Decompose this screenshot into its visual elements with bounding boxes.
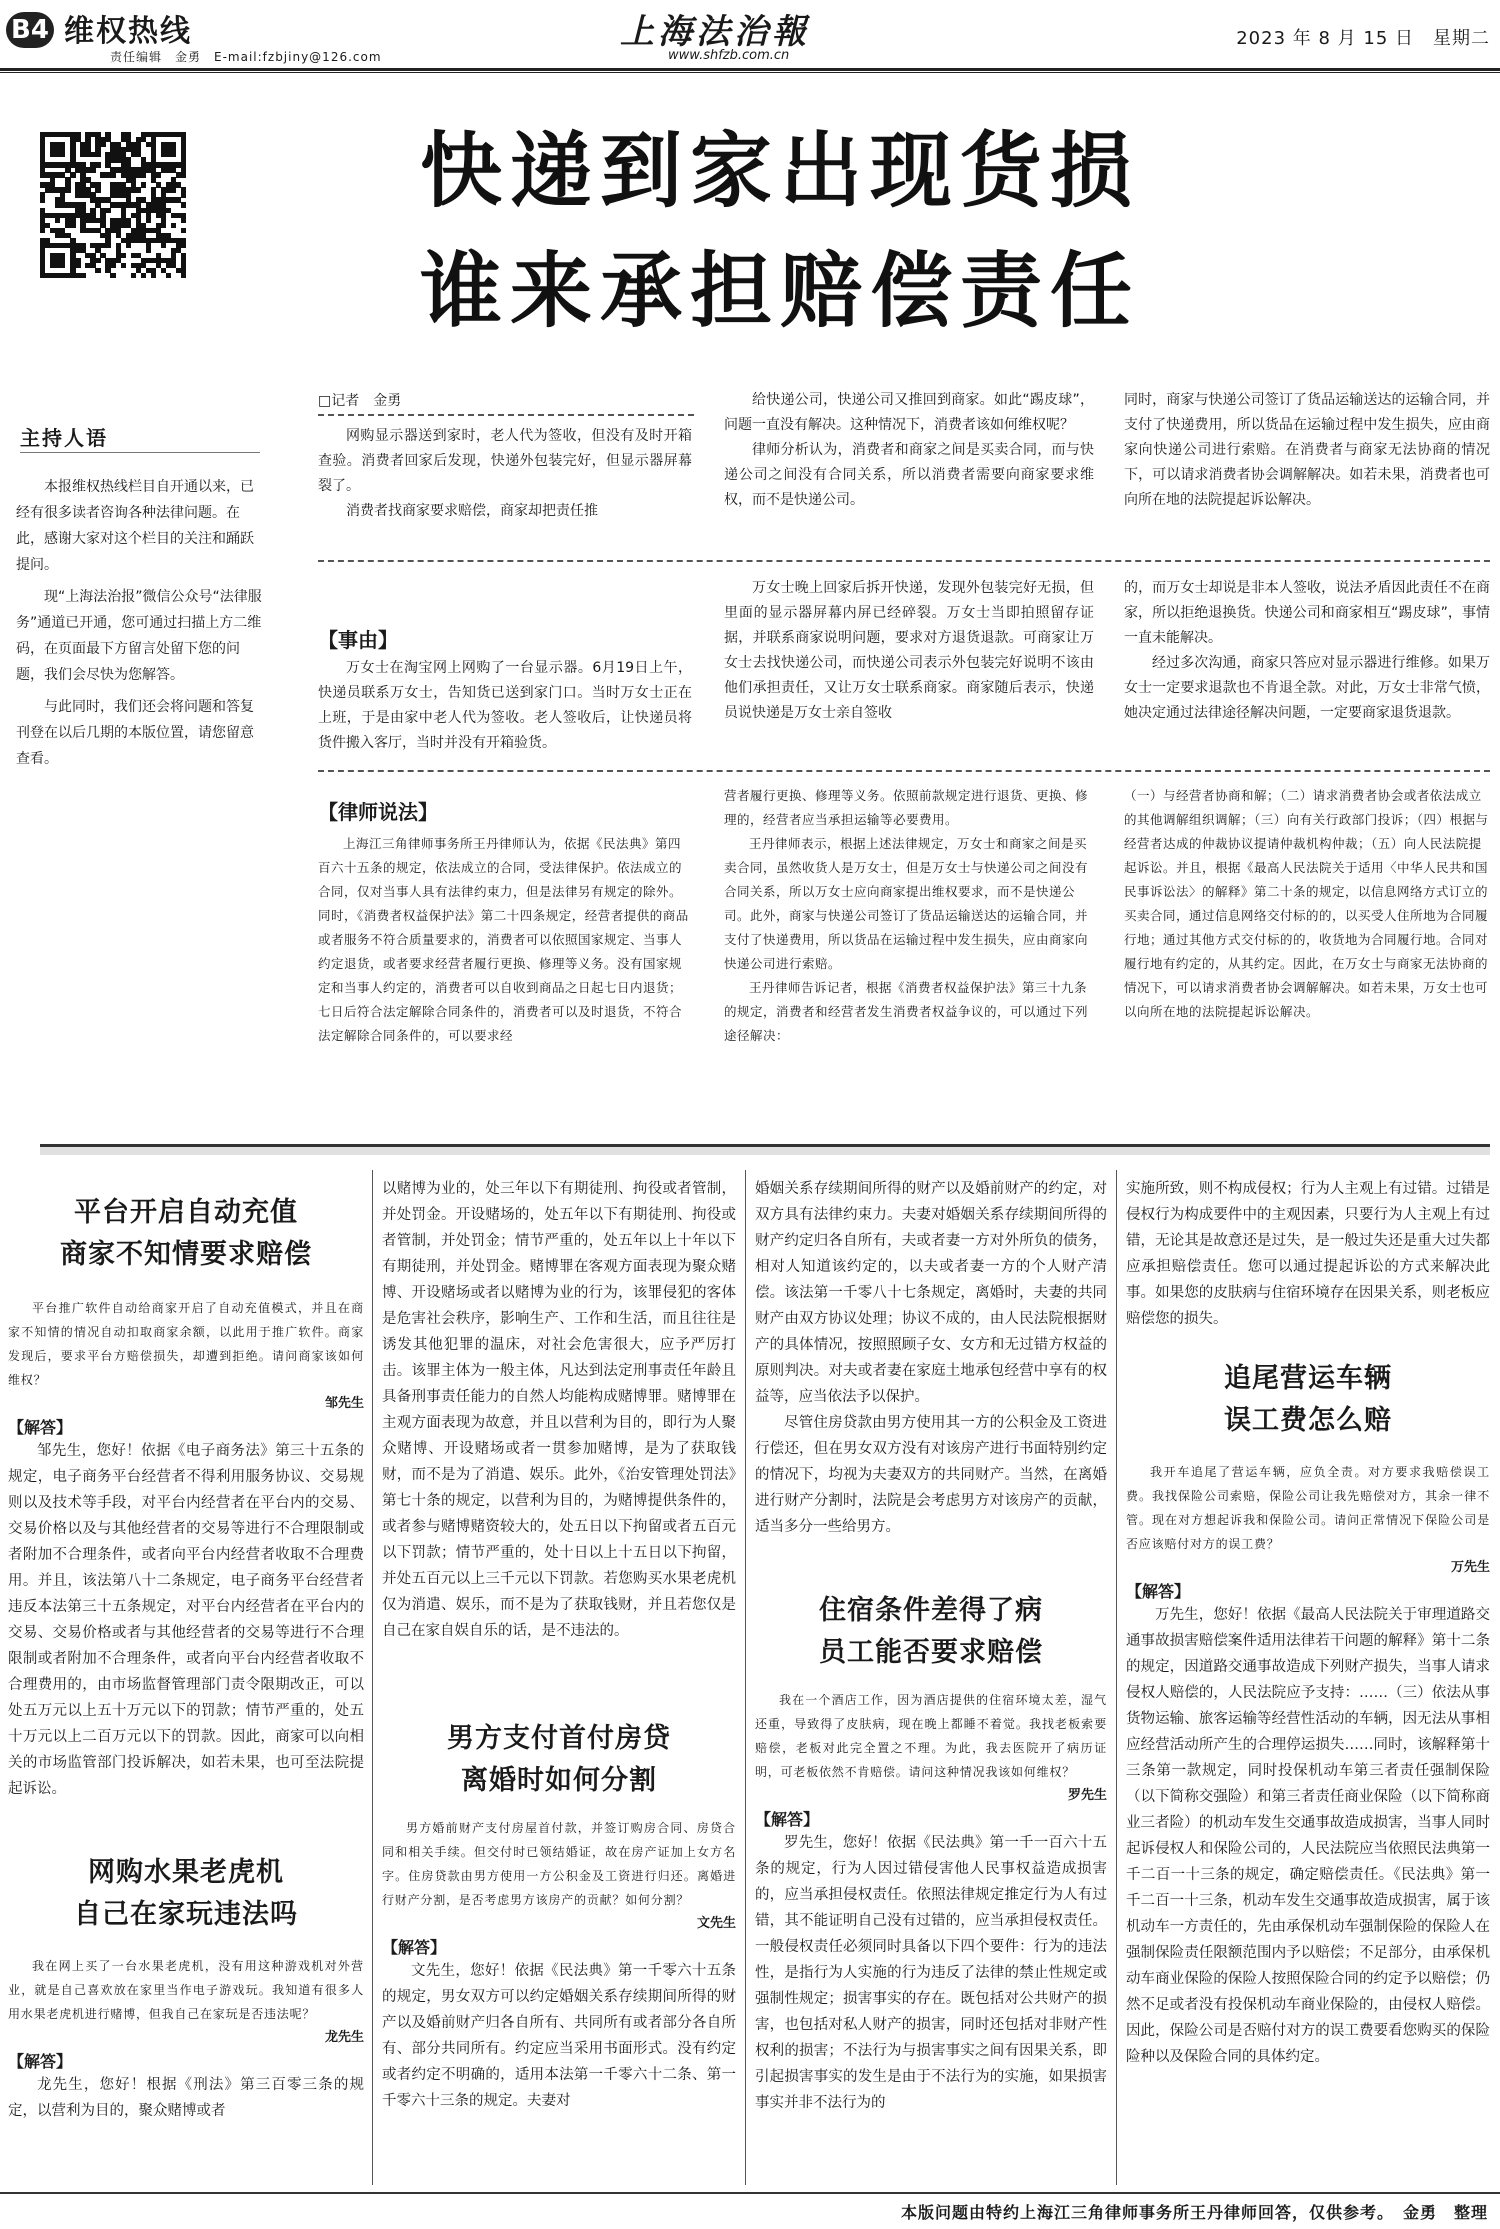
qa-slot-machine [8,1852,364,2124]
paper-url: www.shfzb.com.cn [668,48,790,63]
qr-module [95,162,100,167]
qa-asker: 龙先生 [324,2030,364,2045]
section-divider [40,1144,1490,1155]
qa-question: 我在网上买了一台水果老虎机，没有用这种游戏机对外营业，就是自己喜欢放在家里当作电子游戏玩。我知道有很多人用水果老虎机进行赌博，但我自己在家玩是否违法呢？ [8,1959,364,2021]
case-paragraph: 万女士晚上回家后拆开快递，发现外包装完好无损，但里面的显示器屏幕内屏已经碎裂。万女士当即拍照留存证据，并联系商家说明问题，要求对方退货退款。可商家让万女士去找快递公司，而快递公司表示外包装完好说明不该由他们承担责任，又让万女士联系商家。商家随后表示，快递员说快递是万女士亲自签收 [724,580,1094,721]
lawyer-paragraph: 王丹律师告诉记者，根据《消费者权益保护法》第三十九条的规定，消费者和经营者发生消费者权益争议的，可以通过下列途径解决： [724,980,1089,1043]
qr-module [121,263,126,268]
qr-module [146,248,151,253]
qr-module [60,152,65,157]
qa-answer: 婚姻关系存续期间所得的财产以及婚前财产的约定，对双方具有法律约束力。夫妻对婚姻关系存续期间所得的财产约定归各自所有，夫或者妻一方对外所负的债务，相对人知道该约定的，以夫或者妻一方的个人财产清偿。该法第一千零八十七条规定，离婚时，夫妻的共同财产由双方协议处理；协议不成的，由人民法院根据财产的具体情况，按照照顾子女、女方和无过错方权益的原则判决。对夫或者妻在家庭土地承包经营中享有的权益等，应当依法予以保护。 [755,1181,1107,1405]
qa-platform-recharge [8,1192,364,1802]
qr-module [95,258,100,263]
answer-label: 【解答】 [8,1418,73,1437]
headline-line-2: 谁来承担赔偿责任 [420,244,1141,339]
qa-answer: 尽管住房贷款由男方使用其一方的公积金及工资进行偿还，但在男女双方没有对该房产进行书面特别约定的情况下，均视为夫妻双方的共同财产。当然，在离婚进行财产分割时，法院是会考虑男方对该房产的贡献，适当多分一些给男方。 [755,1415,1107,1535]
qa-answer: 文先生，您好！依据《民法典》第一千零六十五条的规定，男女双方可以约定婚姻关系存续期间所得的财产以及婚前财产归各自所有、共同所有或者部分各自所有、部分共同所有。约定应当采用书面形式。没有约定或者约定不明确的，适用本法第一千零六十二条、第一千零六十三条的规定。夫妻对 [382,1963,736,2109]
qr-module [141,182,146,187]
answer-label: 【解答】 [8,2052,73,2071]
qr-module [141,273,146,278]
qa-title-line: 商家不知情要求赔偿 [60,1239,312,1270]
host-divider [20,452,260,453]
host-paragraph: 本报维权热线栏目自开通以来，已经有很多读者咨询各种法律问题。在此，感谢大家对这个栏目的关注和踊跃提问。 [16,479,254,573]
editor-line: 责任编辑 金勇 E-mail:fzbjiny@126.com [110,50,382,64]
qa-answer: 实施所致，则不构成侵权；行为人主观上有过错。过错是侵权行为构成要件中的主观因素，只要行为人主观上有过错，无论其是故意还是过失，是一般过失还是重大过失都应承担赔偿责任。您可以通过提起诉讼的方式来解决此事。如果您的皮肤病与住宿环境存在因果关系，则老板应赔偿您的损失。 [1126,1181,1490,1327]
qa-title-line: 追尾营运车辆 [1224,1363,1392,1394]
answer-label: 【解答】 [382,1938,447,1957]
qr-module [171,187,176,192]
reporter-byline: □记者 金勇 [318,393,402,409]
lawyer-paragraph: （一）与经营者协商和解；（二）请求消费者协会或者依法成立的其他调解组织调解；（三）向有关行政部门投诉；（四）根据与经营者达成的仲裁协议提请仲裁机构仲裁；（五）向人民法院提起诉讼。并且，根据《最高人民法院关于适用〈中华人民共和国民事诉讼法〉的解释》第二十条的规定，以信息网络方式订立的买卖合同，通过信息网络交付标的的，以买受人住所地为合同履行地；通过其他方式交付标的的，收货地为合同履行地。合同对履行地有约定的，从其约定。因此，在万女士与商家无法协商的情况下，可以请求消费者协会调解解决。如若未果，万女士也可以向所在地的法院提起诉讼解决。 [1124,788,1489,1019]
qa-title-line: 网购水果老虎机 [88,1857,284,1888]
qa-question: 平台推广软件自动给商家开启了自动充值模式，并且在商家不知情的情况自动扣取商家余额，以此用于推广软件。商家发现后，要求平台方赔偿损失，却遭到拒绝。请问商家该如何维权？ [8,1301,364,1387]
qr-module [181,243,186,248]
qr-module [65,187,70,192]
lead-paragraph: 消费者找商家要求赔偿，商家却把责任推 [346,503,598,519]
qr-module [55,218,60,223]
case-paragraph: 经过多次沟通，商家只答应对显示器进行维修。如果万女士一定要求退款也不肯退全款。对此，万女士非常气愤，她决定通过法律途径解决问题，一定要商家退货退款。 [1124,655,1490,721]
qa-answer: 罗先生，您好！依据《民法典》第一千一百六十五条的规定，行为人因过错侵害他人民事权益造成损害的，应当承担侵权责任。依照法律规定推定行为人有过错，其不能证明自己没有过错的，应当承担侵权责任。一般侵权责任必须同时具备以下四个要件：行为的违法性，是指行为人实施的行为违反了法律的禁止性规定或强制性规定；损害事实的存在。既包括对公共财产的损害，也包括对私人财产的损害，同时还包括对非财产性权利的损害；不法行为与损害事实之间有因果关系，即引起损害事实的发生是由于不法行为的实施，如果损害事实并非不法行为的 [755,1835,1107,2111]
qr-module [181,172,186,177]
host-paragraph: 与此同时，我们还会将问题和答复刊登在以后几期的本版位置，请您留意查看。 [16,699,254,767]
masthead-rule-thin [0,72,1500,73]
qr-module [156,172,161,177]
lawyer-paragraph: 营者履行更换、修理等义务。依照前款规定进行退货、更换、修理的，经营者应当承担运输等必要费用。 [724,788,1089,827]
qr-module [110,263,115,268]
qa-answer: 以赌博为业的，处三年以下有期徒刑、拘役或者管制，并处罚金。开设赌场的，处五年以下有期徒刑、拘役或者管制，并处罚金；情节严重的，处五年以上十年以下有期徒刑，并处罚金。赌博罪在客观方面表现为聚众赌博、开设赌场或者以赌博为业的行为，该罪侵犯的客体是危害社会秩序，影响生产、工作和生活，而且往往是诱发其他犯罪的温床，对社会危害很大，应予严厉打击。该罪主体为一般主体，凡达到法定刑事责任年龄且具备刑事责任能力的自然人均能构成赌博罪。赌博罪在主观方面表现为故意，并且以营利为目的，即行为人聚众赌博、开设赌场或者一贯参加赌博，是为了获取钱财，而不是为了消遣、娱乐。此外，《治安管理处罚法》第七十条的规定，以营利为目的，为赌博提供条件的，或者参与赌博赌资较大的，处五日以下拘留或者五百元以下罚款；情节严重的，处十日以上十五日以下拘留，并处五百元以上三千元以下罚款。若您购买水果老虎机仅为消遣、娱乐，而不是为了获取钱财，并且若您仅是自己在家自娱自乐的话，是不违法的。 [382,1181,736,1639]
lawyer-column-1 [318,832,692,1048]
qa-rear-end-collision [1126,1358,1490,2070]
qr-module [181,202,186,207]
qa-answer: 邹先生，您好！依据《电子商务法》第三十五条的规定，电子商务平台经营者不得利用服务协议、交易规则以及技术等手段，对平台内经营者在平台内的交易、交易价格以及与其他经营者的交易等进行不合理限制或者附加不合理条件，或者向平台内经营者收取不合理费用。并且，该法第八十二条规定，电子商务平台经营者违反本法第三十五条规定，对平台内经营者在平台内的交易、交易价格或者与其他经营者的交易等进行不合理限制或者附加不合理条件，或者向平台内经营者收取不合理费用的，由市场监督管理部门责令限期改正，可以处五万元以上五十万元以下的罚款；情节严重的，处五十万元以上二百万元以下的罚款。因此，商家可以向相关的市场监管部门投诉解决，如若未果，也可至法院提起诉讼。 [8,1443,364,1797]
answer-label: 【解答】 [755,1810,820,1829]
qr-module [95,268,100,273]
lead-paragraph: 律师分析认为，消费者和商家之间是买卖合同，而与快递公司之间没有合同关系，所以消费者需要向商家要求维权，而不是快递公司。 [724,442,1094,508]
qr-module [136,187,141,192]
qr-module [70,172,75,177]
qr-module [95,187,100,192]
qa-question: 我开车追尾了营运车辆，应负全责。对方要求我赔偿误工费。我找保险公司索赔，保险公司让我先赔偿对方，其余一律不管。现在对方想起诉我和保险公司。请问正常情况下保险公司是否应该赔付对方的误工费？ [1126,1465,1490,1551]
page-footer: 本版问题由特约上海江三角律师事务所王丹律师回答，仅供参考。 金勇 整理 [900,2203,1488,2222]
qa-asker: 文先生 [696,1916,736,1931]
qa-dormitory-illness [755,1590,1107,2116]
qr-module [110,273,115,278]
main-headline [420,112,1480,352]
qa-title-line: 平台开启自动充值 [74,1197,298,1228]
qa-down-payment [382,1718,736,2114]
qr-module [100,142,105,147]
lawyer-paragraph: 王丹律师表示，根据上述法律规定，万女士和商家之间是买卖合同，虽然收货人是万女士，但是万女士与快递公司之间没有合同关系，所以万女士应向商家提出维权要求，而不是快递公司。此外，商家与快递公司签订了货品运输送达的运输合同，并支付了快递费用，所以货品在运输过程中发生损失，应由商家向快递公司进行索赔。 [724,836,1089,971]
case-column-3 [1124,576,1490,726]
headline-line-1: 快递到家出现货损 [420,124,1141,219]
qr-code-icon[interactable] [40,132,186,278]
qr-module [181,273,186,278]
qa-title-line: 离婚时如何分割 [461,1765,657,1796]
qa-title-line: 误工费怎么赔 [1224,1405,1392,1436]
qa-down-payment-continued [755,1176,1107,1540]
case-label: 【事由】 [318,628,398,652]
masthead [0,0,1500,70]
qr-module [146,218,151,223]
answer-label: 【解答】 [1126,1582,1191,1601]
qa-asker: 罗先生 [1067,1788,1107,1803]
qa-question: 我在一个酒店工作，因为酒店提供的住宿环境太差，湿气还重，导致得了皮肤病，现在晚上都睡不着觉。我找老板索要赔偿，老板对此完全置之不理。为此，我去医院开了病历证明，可老板依然不肯赔偿。请问这种情况我该如何维权？ [755,1693,1107,1779]
case-paragraph: 的，而万女士却说是非本人签收，说法矛盾因此责任不在商家，所以拒绝退换货。快递公司和商家相互“踢皮球”，事情一直未能解决。 [1124,580,1490,646]
dash-rule [318,414,694,416]
qr-module [70,223,75,228]
column-divider [372,1170,373,2185]
lead-paragraph: 同时，商家与快递公司签订了货品运输送达的运输合同，并支付了快递费用，所以货品在运输过程中发生损失，应由商家向快递公司进行索赔。在消费者与商家无法协商的情况下，可以请求消费者协会调解解决。如若未果，消费者也可向所在地的法院提起诉讼解决。 [1124,392,1490,508]
qr-module [141,172,146,177]
qr-module [75,263,80,268]
qr-module [60,263,65,268]
qr-module [90,167,95,172]
section-name: 维权热线 [64,14,192,49]
qr-module [105,208,110,213]
qa-answer: 龙先生，您好！根据《刑法》第三百零三条的规定，以营利为目的，聚众赌博或者 [8,2077,364,2119]
footer-rule [0,2192,1500,2194]
qr-module [105,243,110,248]
qr-module [95,152,100,157]
qa-question: 男方婚前财产支付房屋首付款，并签订购房合同、房贷合同和相关手续。但交付时已领结婚证，故在房产证加上女方名字。住房贷款由男方使用一方公积金及工资进行归还。离婚进行财产分割，是否考虑男方该房产的贡献？如何分割？ [382,1821,736,1907]
qr-module [40,228,45,233]
lawyer-column-2 [724,784,1094,1048]
dash-rule [318,770,1490,772]
lawyer-column-3 [1124,784,1490,1024]
qr-module [80,273,85,278]
qr-module [126,243,131,248]
qa-title-line: 员工能否要求赔偿 [819,1637,1043,1668]
qa-title-line: 自己在家玩违法吗 [74,1899,298,1930]
qr-module [171,223,176,228]
qa-slot-machine-continued [382,1176,736,1644]
qa-answer: 万先生，您好！依据《最高人民法院关于审理道路交通事故损害赔偿案件适用法律若干问题的解释》第十二条的规定，因道路交通事故造成下列财产损失，当事人请求侵权人赔偿的，人民法院应予支持：……（三）依法从事货物运输、旅客运输等经营性活动的车辆，因无法从事相应经营活动所产生的合理停运损失……同时，该解释第十三条第一款规定，同时投保机动车第三者责任强制保险（以下简称交强险）和第三者责任商业保险（以下简称商业三者险）的机动车发生交通事故造成损害，当事人同时起诉侵权人和保险公司的，人民法院应当依照民法典第一千二百一十三条的规定，确定赔偿责任。《民法典》第一千二百一十三条，机动车发生交通事故造成损害，属于该机动车一方责任的，先由承保机动车强制保险的保险人在强制保险责任限额范围内予以赔偿；不足部分，由承保机动车商业保险的保险人按照保险合同的约定予以赔偿；仍然不足或者没有投保机动车商业保险的，由侵权人赔偿。因此，保险公司是否赔付对方的误工费要看您购买的保险险种以及保险合同的具体约定。 [1126,1607,1490,2065]
qa-dormitory-continued [1126,1176,1490,1332]
lawyer-paragraph: 上海江三角律师事务所王丹律师认为，依据《民法典》第四百六十五条的规定，依法成立的合同，受法律保护。依法成立的合同，仅对当事人具有法律约束力，但是法律另有规定的除外。同时，《消费者权益保护法》第二十四条规定，经营者提供的商品或者服务不符合质量要求的，消费者可以依照国家规定、当事人约定退货，或者要求经营者履行更换、修理等义务。没有国家规定和当事人约定的，消费者可以自收到商品之日起七日内退货；七日后符合法定解除合同条件的，消费者可以及时退货，不符合法定解除合同条件的，可以要求经 [318,836,689,1043]
dash-rule [318,560,1490,562]
qa-asker: 邹先生 [324,1396,364,1411]
qa-title-line: 男方支付首付房贷 [447,1723,671,1754]
qa-asker: 万先生 [1450,1560,1490,1575]
qa-title-line: 住宿条件差得了病 [819,1595,1043,1626]
column-divider [745,1170,746,2185]
qr-module [181,218,186,223]
lead-paragraph: 网购显示器送到家时，老人代为签收，但没有及时开箱查验。消费者回家后发现，快递外包装完好，但显示器屏幕裂了。 [318,428,692,494]
page-badge: B4 [6,12,54,48]
lead-column-3 [1124,388,1490,513]
lead-column-1 [318,424,692,524]
qr-module [121,253,126,258]
qr-module [131,273,136,278]
case-column-1 [318,656,692,756]
qr-module [166,273,171,278]
lead-column-2 [724,388,1094,513]
host-body [16,474,264,778]
column-divider [1116,1170,1117,2185]
masthead-rule [0,68,1500,71]
host-title: 主持人语 [20,426,108,450]
issue-date: 2023 年 8 月 15 日 星期二 [1236,28,1490,49]
host-paragraph: 现“上海法治报”微信公众号“法律服务”通道已开通，您可通过扫描上方二维码，在页面最下方留言处留下您的问题，我们会尽快为您解答。 [16,589,262,683]
qr-module [161,223,166,228]
case-paragraph: 万女士在淘宝网上网购了一台显示器。6月19日上午，快递员联系万女士，告知货已送到家门口。当时万女士正在上班，于是由家中老人代为签收。老人签收后，让快递员将货件搬入客厅，当时并没有开箱验货。 [318,660,692,751]
qr-module [40,197,45,202]
qr-module [151,273,156,278]
paper-title: 上海法治報 [620,12,810,52]
qr-module [110,172,115,177]
case-column-2 [724,576,1094,726]
qr-module [181,228,186,233]
lawyer-label: 【律师说法】 [318,800,438,824]
qr-module [181,192,186,197]
qr-module [161,243,166,248]
lead-paragraph: 给快递公司，快递公司又推回到商家。如此“踢皮球”，问题一直没有解决。这种情况下，消费者该如何维权呢？ [724,392,1094,433]
qr-module [171,152,176,157]
